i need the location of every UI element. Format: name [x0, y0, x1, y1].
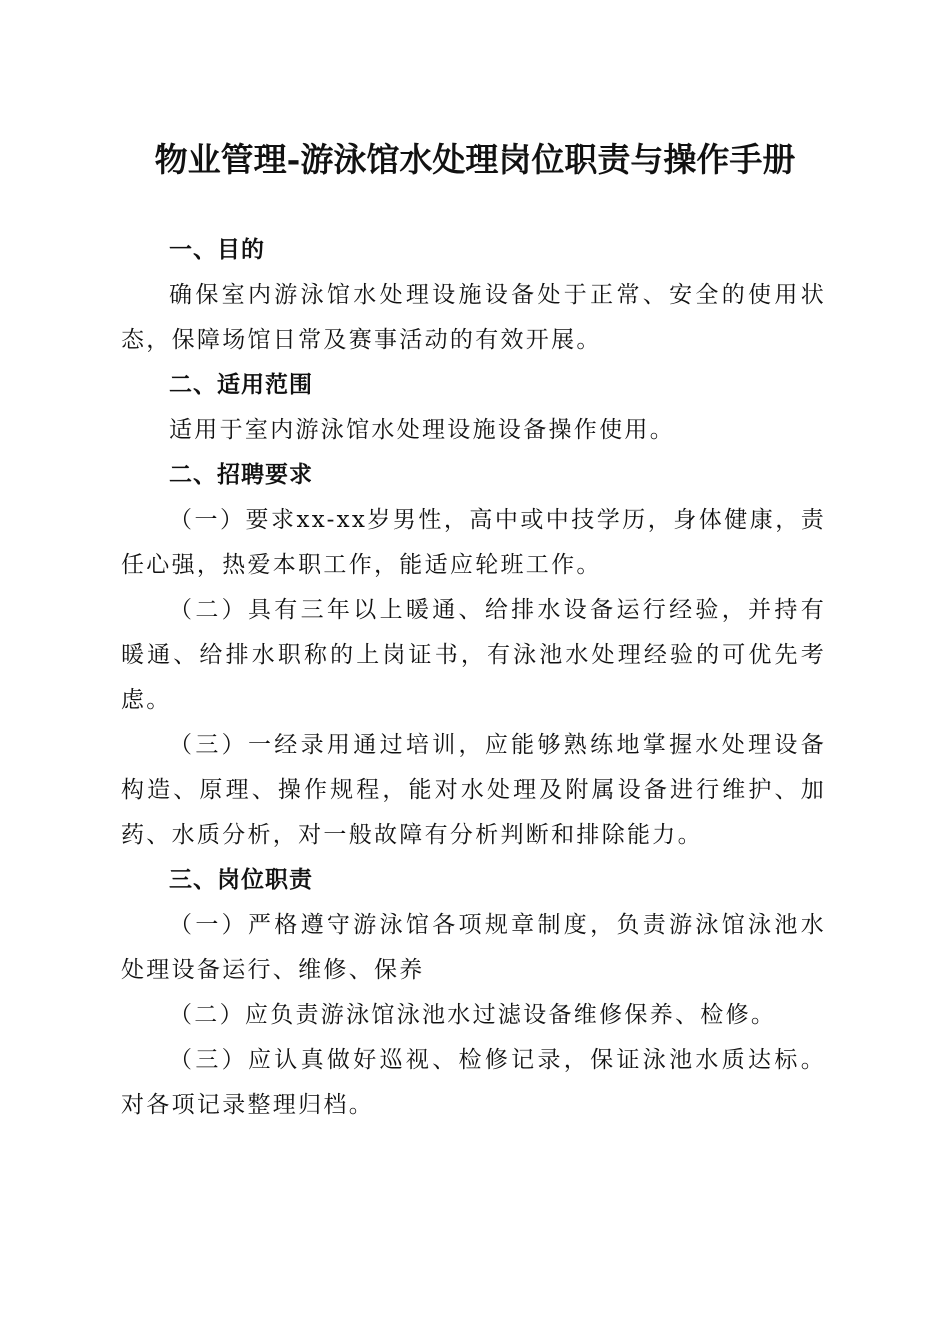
section-text-purpose: 确保室内游泳馆水处理设施设备处于正常、安全的使用状态，保障场馆日常及赛事活动的有效开展。 [121, 282, 826, 353]
duty-item: （二）应负责游泳馆泳池水过滤设备维修保养、检修。 [169, 1002, 777, 1028]
recruitment-item: （二）具有三年以上暖通、给排水设备运行经验，并持有暖通、给排水职称的上岗证书，有泳池水处理经验的可优先考虑。 [121, 597, 826, 713]
section-heading-purpose: 一、目的 [169, 237, 265, 263]
section-heading-duties: 三、岗位职责 [169, 867, 313, 893]
duty-item: （三）应认真做好巡视、检修记录，保证泳池水质达标。对各项记录整理归档。 [121, 1047, 826, 1118]
section-text-scope: 适用于室内游泳馆水处理设施设备操作使用。 [169, 417, 675, 443]
duty-item: （一）严格遵守游泳馆各项规章制度，负责游泳馆泳池水处理设备运行、维修、保养 [121, 912, 826, 983]
section-heading-scope: 二、适用范围 [169, 372, 313, 398]
document-body [121, 228, 826, 1128]
recruitment-item: （一）要求xx-xx岁男性，高中或中技学历，身体健康，责任心强，热爱本职工作，能适应轮班工作。 [121, 507, 826, 578]
recruitment-item: （三）一经录用通过培训，应能够熟练地掌握水处理设备构造、原理、操作规程，能对水处理及附属设备进行维护、加药、水质分析，对一般故障有分析判断和排除能力。 [121, 732, 826, 848]
document-title: 物业管理-游泳馆水处理岗位职责与操作手册 [154, 140, 796, 179]
section-heading-recruitment: 二、招聘要求 [169, 462, 313, 488]
